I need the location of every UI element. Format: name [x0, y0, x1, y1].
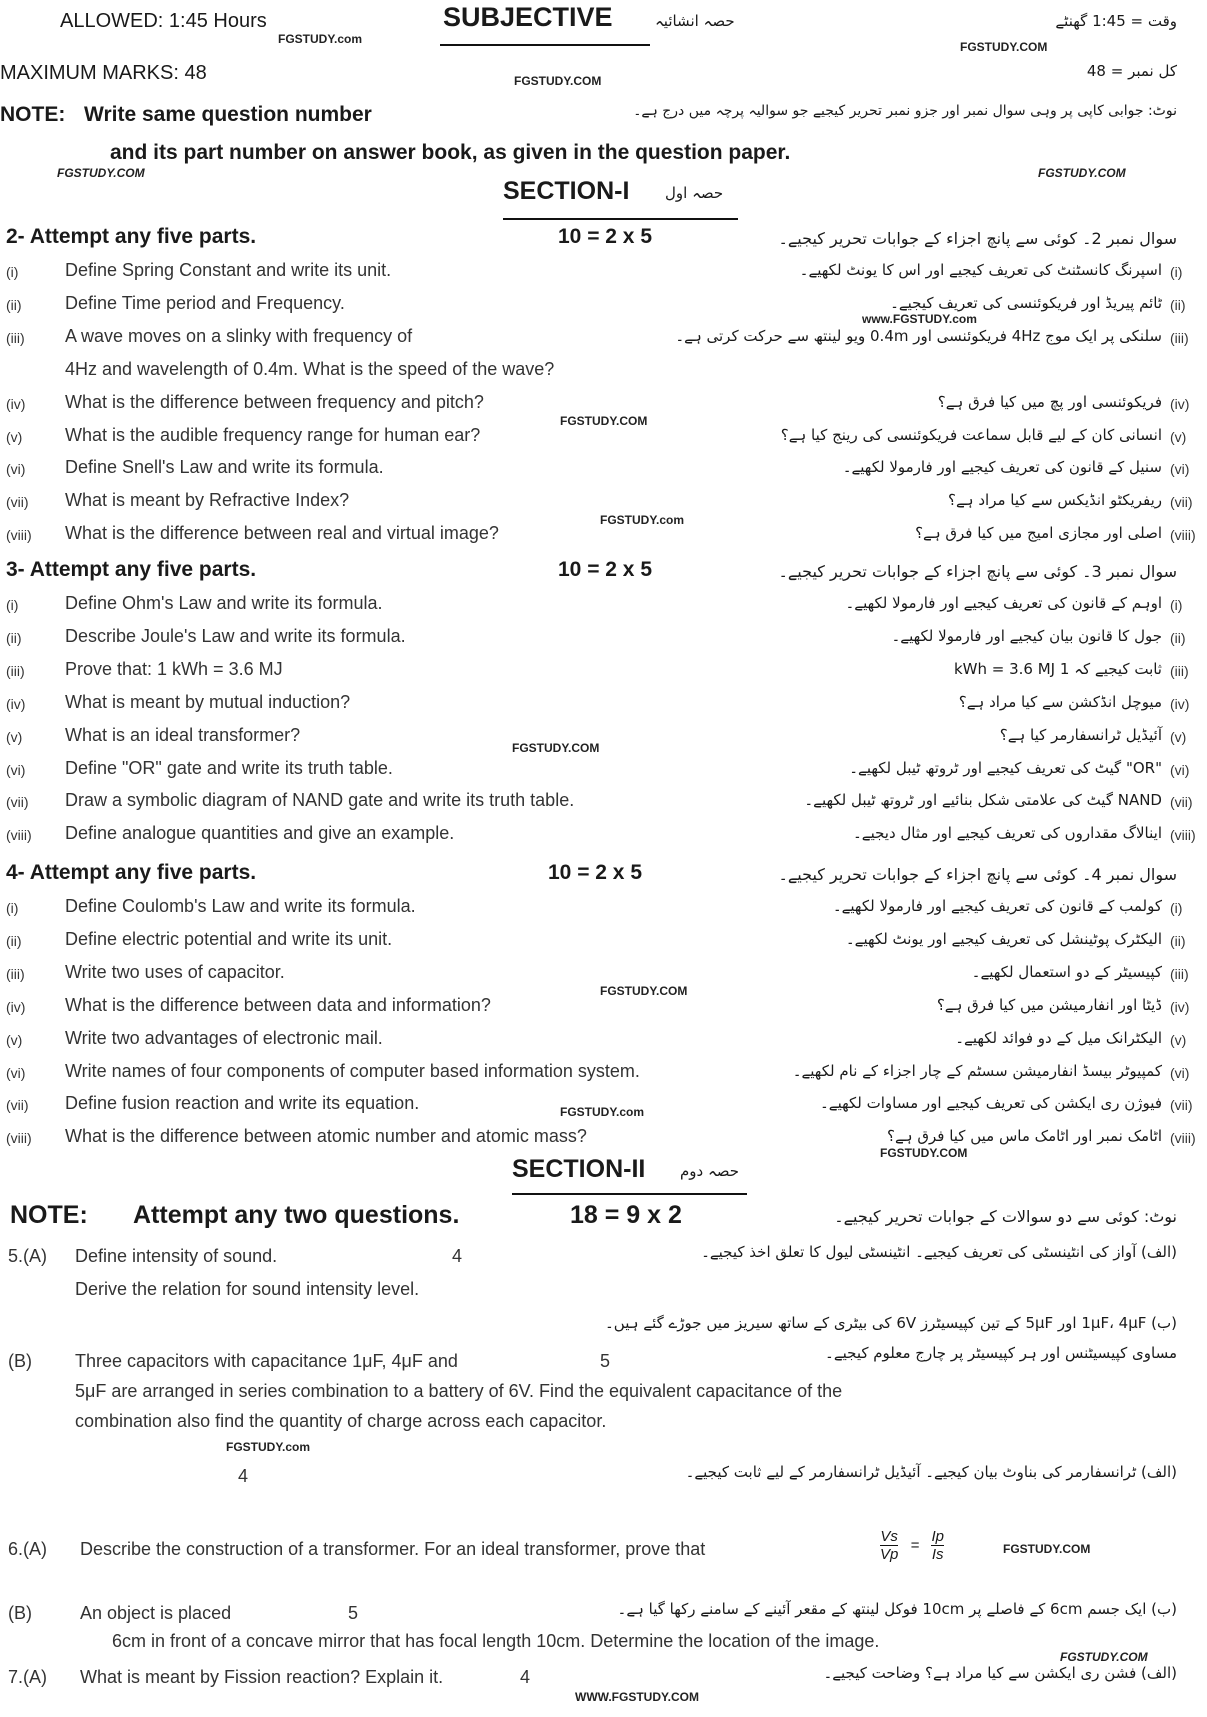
part-question-urdu: میوچل انڈکشن سے کیا مراد ہے؟ [958, 692, 1162, 711]
part-question-urdu: ڈیٹا اور انفارمیشن میں کیا فرق ہے؟ [936, 995, 1162, 1014]
formula-rhs-numerator: Ip [931, 1528, 944, 1545]
note-line-1: Write same question number [84, 103, 372, 126]
note-urdu: نوٹ: جوابی کاپی پر وہی سوال نمبر اور جزو نمبر تحریر کیجیے جو سوالیہ پرچہ میں درج ہے۔ [633, 103, 1177, 119]
part-question-urdu: اوہم کے قانون کی تعریف کیجیے اور فارمولا لکھیے۔ [845, 594, 1162, 612]
part-question: Describe Joule's Law and write its formula. [65, 625, 406, 646]
question-heading-urdu: سوال نمبر 4۔ کوئی سے پانچ اجزاء کے جوابات تحریر کیجیے۔ [778, 865, 1177, 884]
question-text: 5μF are arranged in series combination to a battery of 6V. Find the equivalent capacitance of the [75, 1381, 843, 1401]
part-question-urdu: ریفریکٹو انڈیکس سے کیا مراد ہے؟ [948, 491, 1162, 510]
part-question: Define electric potential and write its unit. [65, 928, 393, 949]
part-question-urdu: ٹائم پیریڈ اور فریکوئنسی کی تعریف کیجیے۔ [890, 293, 1162, 312]
part-number: (iii) [6, 329, 25, 346]
part-number: (iii) [6, 965, 25, 982]
part-question: Write names of four components of computer based information system. [65, 1060, 640, 1081]
time-allowed: ALLOWED: 1:45 Hours [60, 10, 267, 32]
part-number: (iii) [6, 662, 25, 679]
question-number: (B) [8, 1603, 32, 1623]
question-marks: 4 [238, 1466, 249, 1486]
question-number: 5.(A) [8, 1246, 48, 1266]
question-text: Define intensity of sound. [75, 1246, 278, 1266]
watermark: WWW.FGSTUDY.COM [575, 1690, 699, 1704]
part-number-urdu: (iv) [1170, 998, 1190, 1015]
part-question: Define analogue quantities and give an example. [65, 823, 455, 844]
part-question: Define Coulomb's Law and write its formula. [65, 896, 416, 916]
question-text-urdu: (الف) فشن ری ایکشن سے کیا مراد ہے؟ وضاحت کیجیے۔ [823, 1664, 1177, 1682]
part-number: (vii) [6, 794, 29, 811]
part-question: What is the difference between real and virtual image? [65, 523, 499, 544]
question-number: 7.(A) [8, 1667, 48, 1687]
part-number-urdu: (ii) [1170, 932, 1186, 949]
part-question-urdu: سنیل کے قانون کی تعریف کیجیے اور فارمولا لکھیے۔ [842, 458, 1162, 477]
question-heading-urdu: سوال نمبر 3۔ کوئی سے پانچ اجزاء کے جوابات تحریر کیجیے۔ [778, 562, 1177, 581]
part-question-urdu: سلنکی پر ایک موج 4Hz فریکوئنسی اور 0.4m ویو لینتھ سے حرکت کرتی ہے۔ [675, 326, 1162, 345]
part-question-urdu: ثابت کیجیے کہ 1 kWh = 3.6 MJ [953, 659, 1162, 678]
watermark: FGSTUDY.com [600, 513, 685, 527]
watermark: FGSTUDY.COM [1038, 166, 1126, 180]
part-question: Define Ohm's Law and write its formula. [65, 593, 383, 613]
question-text: Three capacitors with capacitance 1μF, 4μF and [75, 1351, 458, 1371]
part-number: (ii) [6, 932, 22, 949]
question-number: (B) [8, 1351, 32, 1371]
section-2-marks: 18 = 9 x 2 [570, 1201, 682, 1229]
part-question-urdu: "OR" گیٹ کی تعریف کیجیے اور ٹروتھ ٹیبل لکھیے۔ [849, 758, 1162, 777]
section-2-note-urdu: نوٹ: کوئی سے دو سوالات کے جوابات تحریر کیجیے۔ [834, 1207, 1177, 1226]
paper-title: SUBJECTIVE [443, 2, 613, 32]
section-2-note-label: NOTE: [10, 1201, 88, 1229]
part-number-urdu: (i) [1170, 900, 1183, 916]
part-number: (v) [6, 1031, 23, 1048]
watermark: FGSTUDY.com [226, 1440, 311, 1454]
part-question-urdu: انسانی کان کے لیے قابل سماعت فریکوئنسی کی رینج کیا ہے؟ [780, 425, 1162, 444]
question-marks: 4 [520, 1667, 531, 1687]
watermark: FGSTUDY.COM [960, 40, 1048, 54]
part-number-urdu: (i) [1170, 264, 1183, 280]
max-marks-urdu: کل نمبر = 48 [1086, 62, 1177, 80]
part-number: (i) [6, 597, 19, 613]
question-text-urdu: (ب) 1μF، 4μF اور 5μF کے تین کپیسیٹرز 6V کی بیٹری کے ساتھ سیریز میں جوڑے گئے ہیں۔ [604, 1314, 1177, 1332]
part-number-urdu: (iv) [1170, 395, 1190, 412]
part-question-urdu: جول کا قانون بیان کیجیے اور فارمولا لکھیے۔ [891, 626, 1162, 645]
part-number: (iv) [6, 695, 26, 712]
question-marks: 4 [452, 1246, 463, 1266]
part-question: Define Time period and Frequency. [65, 292, 345, 313]
part-number-urdu: (iii) [1170, 662, 1189, 679]
question-marks: 10 = 2 x 5 [548, 861, 642, 884]
watermark: FGSTUDY.COM [514, 74, 602, 88]
note-label: NOTE: [0, 103, 66, 126]
part-question: What is the difference between data and information? [65, 994, 491, 1015]
watermark: www.FGSTUDY.com [862, 312, 977, 326]
question-text: 6cm in front of a concave mirror that has focal length 10cm. Determine the location of the image. [112, 1631, 880, 1651]
part-question-urdu: فیوژن ری ایکشن کی تعریف کیجیے اور مساوات لکھیے۔ [819, 1094, 1162, 1113]
part-number: (vi) [6, 1064, 26, 1081]
question-marks: 5 [348, 1603, 359, 1623]
part-number-urdu: (ii) [1170, 629, 1186, 646]
part-number: (ii) [6, 296, 22, 313]
question-heading: 2- Attempt any five parts. [6, 225, 257, 248]
section-2-note: Attempt any two questions. [133, 1201, 460, 1229]
formula-rhs-denominator: Is [931, 1546, 944, 1563]
part-question-urdu: کولمب کے قانون کی تعریف کیجیے اور فارمولا لکھیے۔ [832, 897, 1162, 915]
part-question: A wave moves on a slinky with frequency of [65, 325, 413, 346]
part-question-urdu: اصلی اور مجازی امیج میں کیا فرق ہے؟ [915, 524, 1162, 543]
paper-title-urdu: حصہ انشائیہ [655, 12, 735, 30]
part-number: (v) [6, 428, 23, 445]
part-question-urdu: الیکٹرانک میل کے دو فوائد لکھیے۔ [955, 1028, 1162, 1047]
watermark: FGSTUDY.COM [600, 984, 688, 998]
part-number: (i) [6, 900, 19, 916]
part-question-urdu: اسپرنگ کانسٹنٹ کی تعریف کیجیے اور اس کا یونٹ لکھیے۔ [799, 261, 1162, 279]
part-number-urdu: (vi) [1170, 1064, 1190, 1081]
watermark: FGSTUDY.COM [57, 166, 145, 180]
question-text: Describe the construction of a transformer. For an ideal transformer, prove that [80, 1539, 706, 1559]
section-2-title: SECTION-II [512, 1155, 646, 1183]
part-number-urdu: (v) [1170, 428, 1187, 445]
part-question-urdu: کپیسیٹر کے دو استعمال لکھیے۔ [971, 962, 1162, 981]
part-question-urdu: کمپیوٹر بیسڈ انفارمیشن سسٹم کے چار اجزاء کے نام لکھیے۔ [792, 1061, 1162, 1080]
part-question-urdu: اینالاگ مقداروں کی تعریف کیجیے اور مثال دیجیے۔ [853, 824, 1162, 843]
part-question: What is the difference between atomic number and atomic mass? [65, 1126, 587, 1147]
transformer-formula [880, 1528, 944, 1563]
part-question-urdu: NAND گیٹ کی علامتی شکل بنائیے اور ٹروتھ ٹیبل لکھیے۔ [804, 791, 1162, 810]
part-question: Write two advantages of electronic mail. [65, 1027, 383, 1048]
section-2-title-urdu: حصہ دوم [680, 1162, 740, 1180]
question-heading-urdu: سوال نمبر 2۔ کوئی سے پانچ اجزاء کے جوابات تحریر کیجیے۔ [778, 229, 1177, 248]
part-question: What is meant by Refractive Index? [65, 490, 350, 511]
part-number: (viii) [6, 527, 32, 544]
formula-lhs-numerator: Vs [880, 1528, 898, 1545]
watermark: FGSTUDY.COM [880, 1146, 968, 1160]
part-question: What is the difference between frequency and pitch? [65, 391, 484, 412]
part-number: (v) [6, 728, 23, 745]
question-heading: 3- Attempt any five parts. [6, 558, 257, 581]
part-number: (vi) [6, 461, 26, 478]
question-text: An object is placed [80, 1603, 232, 1623]
watermark: FGSTUDY.com [278, 32, 363, 46]
question-text-urdu: مساوی کپیسیٹنس اور ہر کپیسیٹر پر چارج معلوم کیجیے۔ [825, 1344, 1177, 1362]
part-number: (vii) [6, 1097, 29, 1114]
title-underline [440, 44, 650, 46]
watermark: FGSTUDY.COM [512, 741, 600, 755]
part-question-continued: 4Hz and wavelength of 0.4m. What is the speed of the wave? [65, 358, 555, 379]
time-allowed-urdu: وقت = 1:45 گھنٹے [1055, 12, 1177, 30]
part-number-urdu: (v) [1170, 1031, 1187, 1048]
question-text-urdu: (ب) ایک جسم 6cm کے فاصلے پر 10cm فوکل لینتھ کے مقعر آئینے کے سامنے رکھا گیا ہے۔ [617, 1600, 1177, 1618]
watermark: FGSTUDY.COM [1060, 1650, 1148, 1664]
question-text-urdu: (الف) آواز کی انٹینسٹی کی تعریف کیجیے۔ انٹینسٹی لیول کا تعلق اخذ کیجیے۔ [701, 1243, 1177, 1261]
watermark: FGSTUDY.COM [560, 414, 648, 428]
part-number-urdu: (v) [1170, 728, 1187, 745]
part-number-urdu: (viii) [1170, 527, 1196, 544]
part-number: (viii) [6, 1130, 32, 1147]
part-question: Define Spring Constant and write its unit. [65, 260, 392, 280]
part-number-urdu: (vii) [1170, 1097, 1193, 1114]
part-question: What is meant by mutual induction? [65, 691, 351, 712]
section-1-title-urdu: حصہ اول [665, 184, 724, 202]
part-number: (ii) [6, 629, 22, 646]
question-marks: 10 = 2 x 5 [558, 225, 652, 248]
part-number-urdu: (i) [1170, 597, 1183, 613]
part-number: (vii) [6, 494, 29, 511]
question-text: Derive the relation for sound intensity level. [75, 1279, 420, 1299]
part-question: Define fusion reaction and write its equation. [65, 1093, 420, 1114]
section-1-title: SECTION-I [503, 177, 630, 205]
max-marks: MAXIMUM MARKS: 48 [0, 62, 207, 84]
part-question-urdu: الیکٹرک پوٹینشل کی تعریف کیجیے اور یونٹ لکھیے۔ [845, 929, 1162, 948]
part-number-urdu: (iv) [1170, 695, 1190, 712]
part-question-urdu: اٹامک نمبر اور اٹامک ماس میں کیا فرق ہے؟ [887, 1127, 1162, 1146]
question-marks: 10 = 2 x 5 [558, 558, 652, 581]
question-marks: 5 [600, 1351, 611, 1371]
watermark: FGSTUDY.com [560, 1105, 645, 1119]
part-number-urdu: (viii) [1170, 1130, 1196, 1147]
question-text-urdu: (الف) ٹرانسفارمر کی بناوٹ بیان کیجیے۔ آئیڈیل ٹرانسفارمر کے لیے ثابت کیجیے۔ [685, 1463, 1177, 1481]
part-number-urdu: (vi) [1170, 461, 1190, 478]
question-text: What is meant by Fission reaction? Explain it. [80, 1667, 444, 1687]
part-question: Write two uses of capacitor. [65, 961, 285, 982]
section-1-underline [503, 218, 738, 220]
part-number-urdu: (ii) [1170, 296, 1186, 313]
part-number: (iv) [6, 395, 26, 412]
note-line-2: and its part number on answer book, as given in the question paper. [110, 141, 791, 164]
part-number-urdu: (vii) [1170, 794, 1193, 811]
part-question: Define "OR" gate and write its truth table. [65, 757, 393, 778]
formula-lhs-denominator: Vp [880, 1546, 899, 1563]
part-number-urdu: (vi) [1170, 761, 1190, 778]
part-number-urdu: (iii) [1170, 329, 1189, 346]
formula-equals: = [910, 1537, 920, 1554]
section-2-underline [512, 1193, 747, 1195]
part-question: What is the audible frequency range for human ear? [65, 424, 481, 445]
part-number-urdu: (vii) [1170, 494, 1193, 511]
part-question: Prove that: 1 kWh = 3.6 MJ [65, 658, 283, 679]
part-question: What is an ideal transformer? [65, 724, 301, 745]
part-number: (iv) [6, 998, 26, 1015]
question-number: 6.(A) [8, 1539, 48, 1559]
part-number: (vi) [6, 761, 26, 778]
part-number-urdu: (iii) [1170, 965, 1189, 982]
part-number: (i) [6, 264, 19, 280]
part-question: Define Snell's Law and write its formula. [65, 457, 384, 478]
part-question-urdu: فریکوئنسی اور پچ میں کیا فرق ہے؟ [937, 392, 1162, 411]
part-number-urdu: (viii) [1170, 827, 1196, 844]
part-question-urdu: آئیڈیل ٹرانسفارمر کیا ہے؟ [999, 725, 1162, 744]
watermark: FGSTUDY.COM [1003, 1542, 1091, 1556]
part-number: (viii) [6, 827, 32, 844]
question-heading: 4- Attempt any five parts. [6, 861, 257, 884]
question-text: combination also find the quantity of charge across each capacitor. [75, 1411, 607, 1431]
part-question: Draw a symbolic diagram of NAND gate and write its truth table. [65, 790, 575, 811]
